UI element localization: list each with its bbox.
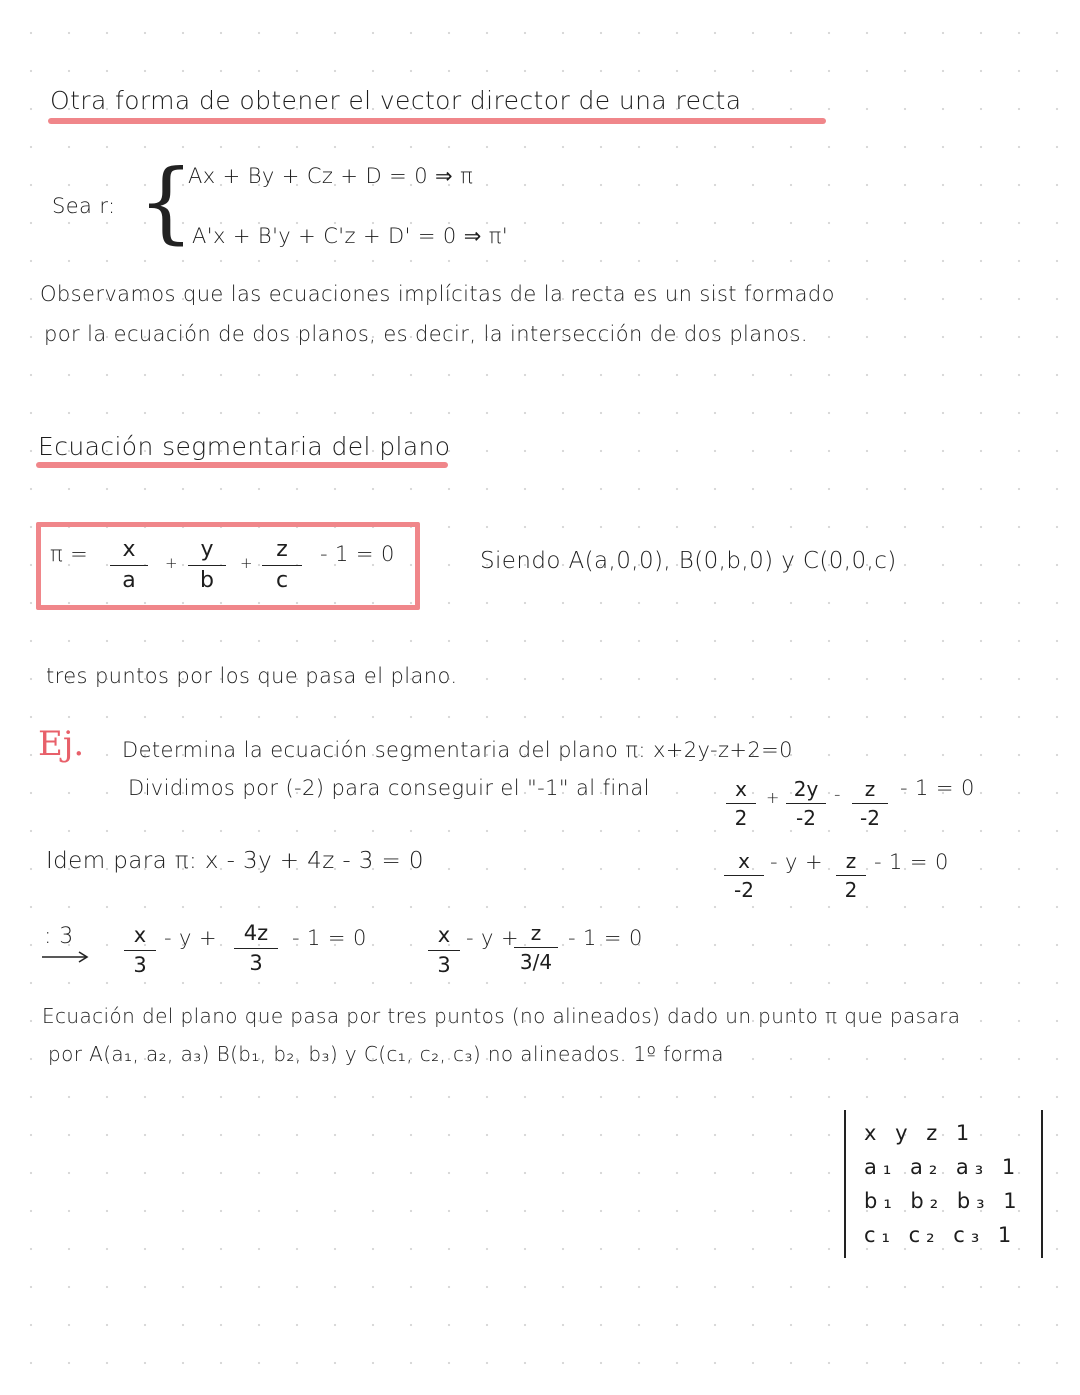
numerator: x: [122, 537, 136, 562]
fraction: [726, 778, 756, 829]
operator: +: [766, 788, 780, 807]
equation-tail: - 1 = 0: [874, 850, 949, 874]
fraction: [428, 924, 460, 977]
system-brace: {: [138, 150, 194, 253]
matrix-row: x y z 1: [864, 1121, 976, 1145]
middle-term: - y +: [770, 850, 823, 874]
denominator: 3: [249, 951, 263, 976]
divide-by-3-label: : 3: [44, 924, 74, 949]
observation-line-2: por la ecuación de dos planos, es decir, la intersección de dos planos.: [44, 322, 808, 346]
fraction: [234, 922, 278, 975]
plus-sign: +: [240, 554, 253, 572]
numerator: x: [738, 849, 750, 873]
fraction-z-over-c: [262, 538, 302, 593]
matrix-row: c₁ c₂ c₃ 1: [864, 1223, 1018, 1247]
denominator: b: [200, 568, 214, 594]
denominator: 2: [734, 806, 748, 830]
idem-line: Idem para π: x - 3y + 4z - 3 = 0: [46, 848, 424, 874]
formula-lhs: π =: [50, 542, 89, 566]
plus-sign: +: [165, 554, 178, 572]
fraction: [124, 924, 156, 977]
numerator: x: [735, 777, 747, 801]
matrix-row: b₁ b₂ b₃ 1: [864, 1189, 1023, 1213]
denominator: 3/4: [519, 950, 553, 974]
siendo-points: Siendo A(a,0,0), B(0,b,0) y C(0,0,c): [480, 548, 897, 574]
denominator: c: [275, 568, 289, 594]
numerator: x: [437, 923, 451, 947]
fraction-y-over-b: [188, 538, 226, 593]
sea-label: Sea r:: [52, 194, 116, 218]
matrix-row: a₁ a₂ a₃ 1: [864, 1155, 1022, 1179]
denominator: a: [122, 568, 136, 594]
equation-tail: - 1 = 0: [292, 926, 367, 950]
title-underline: [48, 118, 826, 124]
fraction: [724, 850, 764, 901]
numerator: z: [276, 537, 288, 562]
section-title-vector-director: Otra forma de obtener el vector director de una recta: [50, 86, 742, 115]
plane-equation-2: A'x + B'y + C'z + D' = 0 ⇒ π': [192, 224, 509, 248]
equation-tail: - 1 = 0: [900, 776, 975, 800]
fraction-x-over-a: [110, 538, 148, 593]
fraction: [514, 922, 558, 973]
three-points-line-2: por A(a₁, a₂, a₃) B(b₁, b₂, b₃) y C(c₁, c₂, c₃) no alineados. 1º forma: [48, 1042, 724, 1066]
denominator: 3: [437, 953, 451, 978]
arrow-right-icon: [40, 950, 90, 964]
segmentaria-formula-box: [36, 522, 420, 610]
example-label: Ej.: [38, 724, 85, 764]
determinant-matrix: [844, 1110, 1043, 1258]
operator: -: [834, 784, 841, 805]
title-underline-2: [36, 462, 448, 468]
denominator: 2: [844, 878, 858, 902]
three-points-line-1: Ecuación del plano que pasa por tres puntos (no alineados) dado un punto π que pasara: [42, 1004, 961, 1028]
numerator: z: [530, 921, 542, 945]
numerator: y: [200, 537, 214, 562]
equation-tail: - 1 = 0: [568, 926, 643, 950]
example-line-2: Dividimos por (-2) para conseguir el "-1" al final: [128, 776, 650, 800]
observation-line-1: Observamos que las ecuaciones implícitas de la recta es un sist formado: [40, 282, 835, 306]
numerator: z: [845, 849, 857, 873]
tres-puntos-text: tres puntos por los que pasa el plano.: [46, 664, 458, 688]
formula-tail: - 1 = 0: [320, 542, 395, 566]
denominator: -2: [796, 806, 816, 830]
numerator: z: [864, 777, 876, 801]
example-line-1: Determina la ecuación segmentaria del plano π: x+2y-z+2=0: [122, 738, 793, 762]
denominator: -2: [860, 806, 880, 830]
section-title-ecuacion-segmentaria: Ecuación segmentaria del plano: [38, 432, 451, 461]
denominator: 3: [133, 953, 147, 978]
plane-equation-1: Ax + By + Cz + D = 0 ⇒ π: [188, 164, 474, 188]
denominator: -2: [734, 878, 754, 902]
numerator: x: [133, 923, 147, 947]
numerator: 4z: [243, 921, 269, 945]
fraction: [852, 778, 888, 829]
numerator: 2y: [793, 777, 819, 801]
middle-term: - y +: [466, 926, 519, 950]
fraction: [836, 850, 866, 901]
middle-term: - y +: [164, 926, 217, 950]
fraction: [786, 778, 826, 829]
